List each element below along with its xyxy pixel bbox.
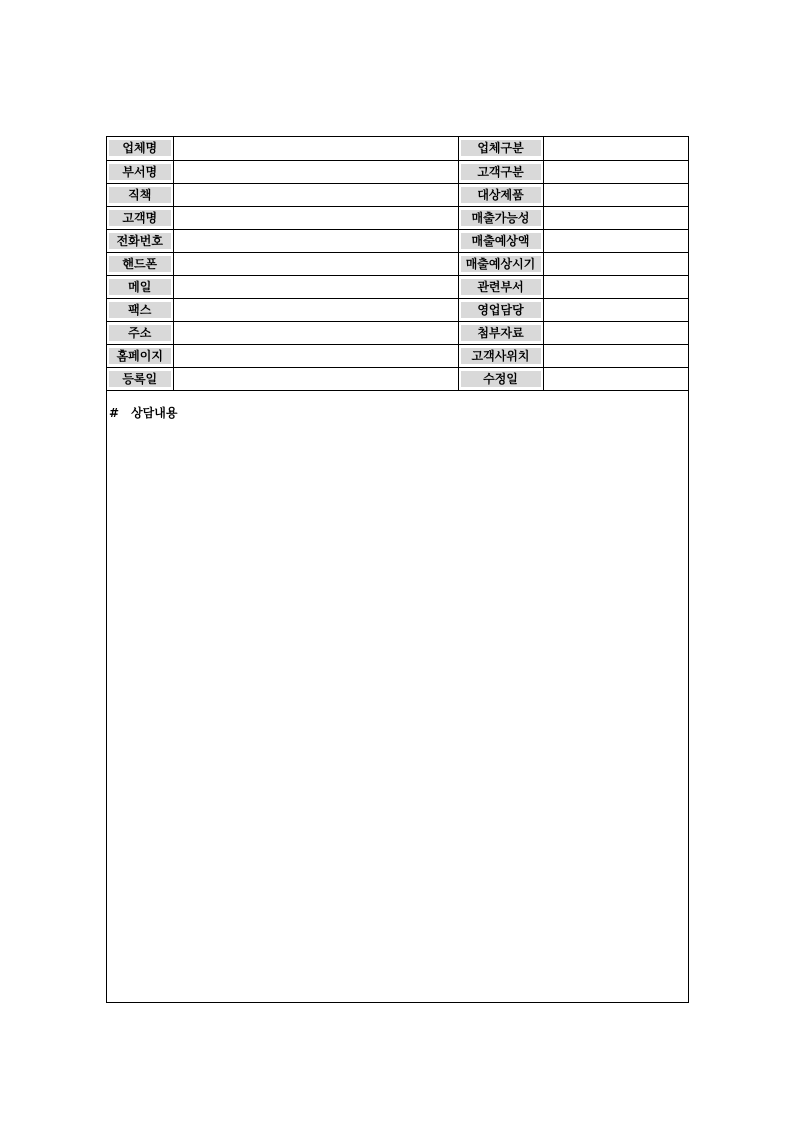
value-cell[interactable]: [173, 183, 458, 206]
label-cell: [458, 298, 543, 321]
table-row: [107, 344, 688, 367]
related-department-field[interactable]: [544, 276, 689, 298]
value-cell[interactable]: [543, 321, 688, 344]
value-cell[interactable]: [543, 137, 688, 160]
field-label-sales-rep: 영업담당: [461, 302, 541, 318]
field-label-customer-type: 고객구분: [461, 164, 541, 180]
field-label-homepage: 홈페이지: [109, 348, 171, 364]
field-label-expected-sales-amount: 매출예상액: [461, 233, 541, 249]
customer-type-field[interactable]: [544, 161, 689, 183]
target-product-field[interactable]: [544, 184, 689, 206]
field-label-mobile: 핸드폰: [109, 256, 171, 272]
consult-content-area[interactable]: [109, 422, 686, 1000]
mobile-field[interactable]: [174, 253, 458, 275]
fax-field[interactable]: [174, 299, 458, 321]
table-row: [107, 298, 688, 321]
consult-title: 상담내용: [131, 406, 178, 420]
field-label-sales-probability: 매출가능성: [461, 210, 541, 226]
company-name-field[interactable]: [174, 137, 458, 159]
label-cell: [107, 252, 173, 275]
value-cell[interactable]: [173, 298, 458, 321]
value-cell[interactable]: [173, 160, 458, 183]
value-cell[interactable]: [173, 229, 458, 252]
homepage-field[interactable]: [174, 345, 458, 367]
label-cell: [458, 275, 543, 298]
table-row: [107, 275, 688, 298]
field-label-customer-name: 고객명: [109, 210, 171, 226]
hash-marker: #: [109, 406, 120, 420]
field-label-customer-location: 고객사위치: [461, 348, 541, 364]
value-cell[interactable]: [543, 252, 688, 275]
value-cell[interactable]: [173, 367, 458, 390]
value-cell[interactable]: [543, 367, 688, 390]
value-cell[interactable]: [543, 160, 688, 183]
registered-date-field[interactable]: [174, 368, 458, 390]
label-cell: [107, 321, 173, 344]
value-cell[interactable]: [543, 275, 688, 298]
expected-sales-date-field[interactable]: [544, 253, 689, 275]
table-row: [107, 321, 688, 344]
table-row: [107, 252, 688, 275]
value-cell[interactable]: [173, 275, 458, 298]
customer-name-field[interactable]: [174, 207, 458, 229]
consult-heading: [109, 404, 177, 421]
attachments-field[interactable]: [544, 322, 689, 344]
value-cell[interactable]: [173, 137, 458, 160]
field-label-attachments: 첨부자료: [461, 325, 541, 341]
value-cell[interactable]: [543, 298, 688, 321]
label-cell: [458, 137, 543, 160]
label-cell: [107, 367, 173, 390]
customer-info-table: [107, 137, 688, 391]
phone-field[interactable]: [174, 230, 458, 252]
label-cell: [458, 206, 543, 229]
label-cell: [458, 344, 543, 367]
field-label-address: 주소: [109, 325, 171, 341]
company-type-field[interactable]: [544, 137, 689, 159]
field-label-company-name: 업체명: [109, 140, 171, 156]
label-cell: [107, 275, 173, 298]
field-label-email: 메일: [109, 279, 171, 295]
value-cell[interactable]: [173, 321, 458, 344]
address-field[interactable]: [174, 322, 458, 344]
position-field[interactable]: [174, 184, 458, 206]
value-cell[interactable]: [543, 344, 688, 367]
table-row: [107, 137, 688, 160]
field-label-target-product: 대상제품: [461, 187, 541, 203]
value-cell[interactable]: [543, 206, 688, 229]
value-cell[interactable]: [543, 229, 688, 252]
field-label-registered-date: 등록일: [109, 371, 171, 387]
table-row: [107, 367, 688, 390]
table-row: [107, 160, 688, 183]
modified-date-field[interactable]: [544, 368, 689, 390]
label-cell: [458, 160, 543, 183]
consult-section: [107, 398, 688, 1002]
field-label-company-type: 업체구분: [461, 140, 541, 156]
field-label-modified-date: 수정일: [461, 371, 541, 387]
value-cell[interactable]: [543, 183, 688, 206]
customer-consult-form: [106, 136, 689, 1003]
value-cell[interactable]: [173, 344, 458, 367]
table-row: [107, 229, 688, 252]
field-label-phone: 전화번호: [109, 233, 171, 249]
label-cell: [107, 298, 173, 321]
department-field[interactable]: [174, 161, 458, 183]
table-row: [107, 183, 688, 206]
label-cell: [458, 367, 543, 390]
label-cell: [458, 252, 543, 275]
field-label-related-department: 관련부서: [461, 279, 541, 295]
field-label-expected-sales-date: 매출예상시기: [461, 256, 541, 272]
label-cell: [107, 137, 173, 160]
field-label-position: 직책: [109, 187, 171, 203]
field-label-fax: 팩스: [109, 302, 171, 318]
value-cell[interactable]: [173, 206, 458, 229]
expected-sales-amount-field[interactable]: [544, 230, 689, 252]
label-cell: [107, 183, 173, 206]
email-field[interactable]: [174, 276, 458, 298]
label-cell: [458, 321, 543, 344]
sales-rep-field[interactable]: [544, 299, 689, 321]
label-cell: [107, 206, 173, 229]
label-cell: [458, 229, 543, 252]
label-cell: [458, 183, 543, 206]
label-cell: [107, 160, 173, 183]
customer-location-field[interactable]: [544, 345, 689, 367]
field-label-department: 부서명: [109, 164, 171, 180]
sales-probability-field[interactable]: [544, 207, 689, 229]
table-row: [107, 206, 688, 229]
label-cell: [107, 229, 173, 252]
value-cell[interactable]: [173, 252, 458, 275]
label-cell: [107, 344, 173, 367]
